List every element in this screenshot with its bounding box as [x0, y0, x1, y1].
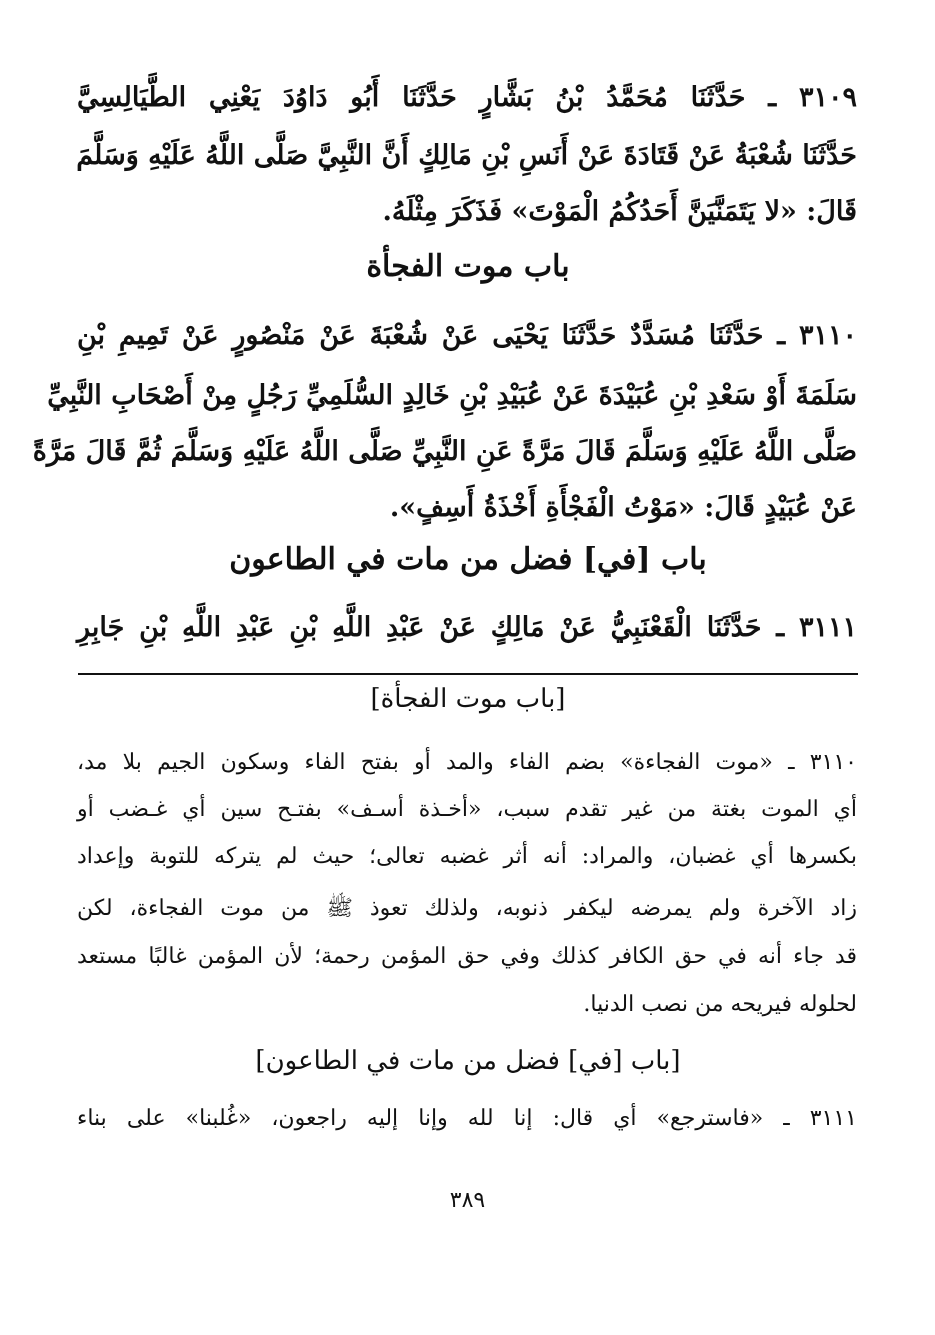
hadith-3110-line-4: عَنْ عُبَيْدٍ قَالَ: «مَوْتُ الْفَجْأَةِ أَخْذَةُ أَسِفٍ». [389, 492, 857, 523]
hadith-3109-line-1: ٣١٠٩ ـ حَدَّثَنَا مُحَمَّدُ بْنُ بَشَّارٍ حَدَّثَنَا أَبُو دَاوُدَ يَعْنِي الطَّيَالِسِيَّ [77, 82, 857, 113]
commentary-heading-plague: [باب [في] فضل من مات في الطاعون] [255, 1046, 681, 1076]
commentary-3110-line-3: بكسرها أي غضبان، والمراد: أنه أثر غضبه تعالى؛ حيث لم يتركه للتوبة وإعداد [77, 844, 857, 869]
hadith-3109-line-3: قَالَ: «لا يَتَمَنَّيَنَّ أَحَدُكُمُ الْمَوْتَ» فَذَكَرَ مِثْلَهُ. [382, 196, 857, 227]
commentary-3110-line-5: قد جاء أنه في حق الكافر كذلك وفي حق المؤمن رحمة؛ لأن المؤمن غالبًا مستعد [77, 944, 857, 969]
commentary-heading-sudden-death: [باب موت الفجأة] [370, 684, 566, 714]
chapter-heading-plague: باب [في] فضل من مات في الطاعون [229, 542, 707, 577]
commentary-3111-line-1: ٣١١١ ـ «فاسترجع» أي قال: إنا لله وإنا إليه راجعون، «غُلبنا» على بناء [77, 1106, 857, 1131]
hadith-3110-line-2: سَلَمَةَ أَوْ سَعْدِ بْنِ عُبَيْدَةَ عَنْ عُبَيْدِ بْنِ خَالِدٍ السُّلَمِيِّ رَجُلٍ مِنْ أَصْحَابِ النَّبِيِّ [47, 380, 857, 411]
hadith-3110-line-1: ٣١١٠ ـ حَدَّثَنَا مُسَدَّدٌ حَدَّثَنَا يَحْيَى عَنْ شُعْبَةَ عَنْ مَنْصُورٍ عَنْ تَمِيمِ بْنِ [77, 320, 857, 351]
hadith-3109-line-2: حَدَّثَنَا شُعْبَةُ عَنْ قَتَادَةَ عَنْ أَنَسِ بْنِ مَالِكٍ أَنَّ النَّبِيَّ صَلَّى اللَّهُ عَلَيْهِ وَسَلَّمَ [76, 140, 857, 171]
page-number: ٣٨٩ [449, 1188, 486, 1213]
hadith-3110-line-3: صَلَّى اللَّهُ عَلَيْهِ وَسَلَّمَ قَالَ مَرَّةً عَنِ النَّبِيِّ صَلَّى اللَّهُ عَلَيْهِ وَسَلَّمَ ثُمَّ قَالَ مَرَّةً [32, 436, 857, 467]
footnote-divider [78, 673, 858, 675]
chapter-heading-sudden-death: باب موت الفجأة [366, 249, 570, 284]
commentary-3110-line-6: لحلوله فيريحه من نصب الدنيا. [583, 992, 857, 1017]
hadith-3111-line-1: ٣١١١ ـ حَدَّثَنَا الْقَعْنَبِيُّ عَنْ مَالِكٍ عَنْ عَبْدِ اللَّهِ بْنِ عَبْدِ اللَّهِ بْنِ جَابِرِ [77, 612, 857, 643]
commentary-3110-line-1: ٣١١٠ ـ «موت الفجاءة» بضم الفاء والمد أو بفتح الفاء وسكون الجيم بلا مد، [77, 750, 857, 775]
commentary-3110-line-4: زاد الآخرة ولم يمرضه ليكفر ذنوبه، ولذلك تعوذ ﷺ من موت الفجاءة، لكن [77, 896, 857, 921]
commentary-3110-line-2: أي الموت بغتة من غير تقدم سبب، «أخـذة أسـف» بفتـح سين أي غـضب أو [77, 797, 857, 822]
